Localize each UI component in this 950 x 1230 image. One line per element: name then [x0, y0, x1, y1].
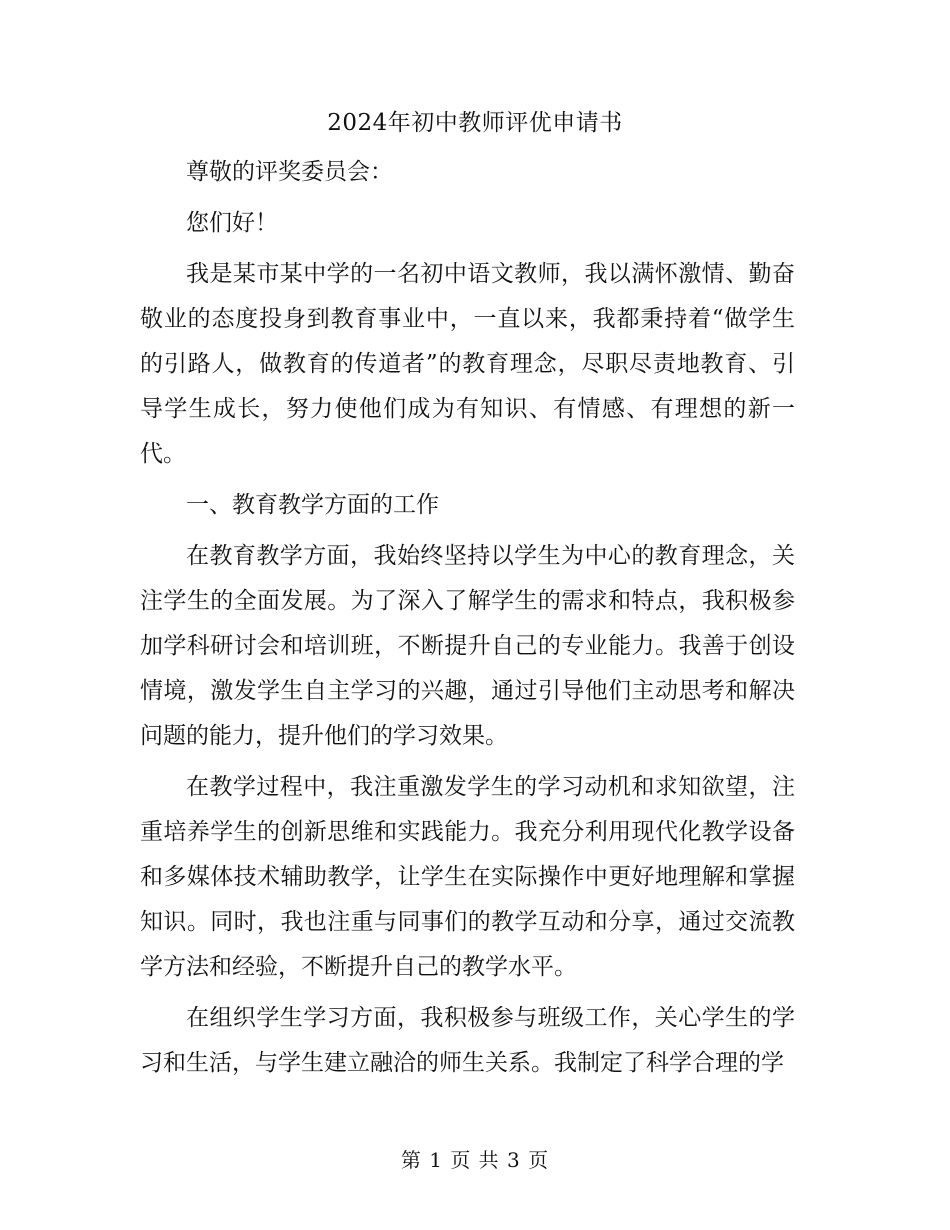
document-body [140, 150, 795, 1086]
document-title: 2024年初中教师评优申请书 [327, 110, 623, 136]
paragraph-teaching-process: 在教学过程中，我注重激发学生的学习动机和求知欲望，注重培养学生的创新思维和实践能力。我充分利用现代化教学设备和多媒体技术辅助教学，让学生在实际操作中更好地理解和掌握知识。同时，我也注重与同事们的教学互动和分享，通过交流教学方法和经验，不断提升自己的教学水平。 [140, 774, 795, 980]
paragraph-teaching: 在教育教学方面，我始终坚持以学生为中心的教育理念，关注学生的全面发展。为了深入了解学生的需求和特点，我积极参加学科研讨会和培训班，不断提升自己的专业能力。我善于创设情境，激发学生自主学习的兴趣，通过引导他们主动思考和解决问题的能力，提升他们的学习效果。 [140, 543, 795, 749]
section-heading: 一、教育教学方面的工作 [186, 492, 439, 518]
paragraph-intro: 我是某市某中学的一名初中语文教师，我以满怀激情、勤奋敬业的态度投身到教育事业中，一直以来，我都秉持着“做学生的引路人，做教育的传道者”的教育理念，尽职尽责地教育、引导学生成长，努力使他们成为有知识、有情感、有理想的新一代。 [140, 261, 795, 467]
page-number-footer: 第 1 页 共 3 页 [400, 1148, 550, 1172]
paragraph-organizing: 在组织学生学习方面，我积极参与班级工作，关心学生的学习和生活，与学生建立融洽的师生关系。我制定了科学合理的学 [140, 1005, 795, 1076]
greeting: 您们好！ [186, 210, 278, 236]
salutation: 尊敬的评奖委员会： [186, 159, 393, 185]
